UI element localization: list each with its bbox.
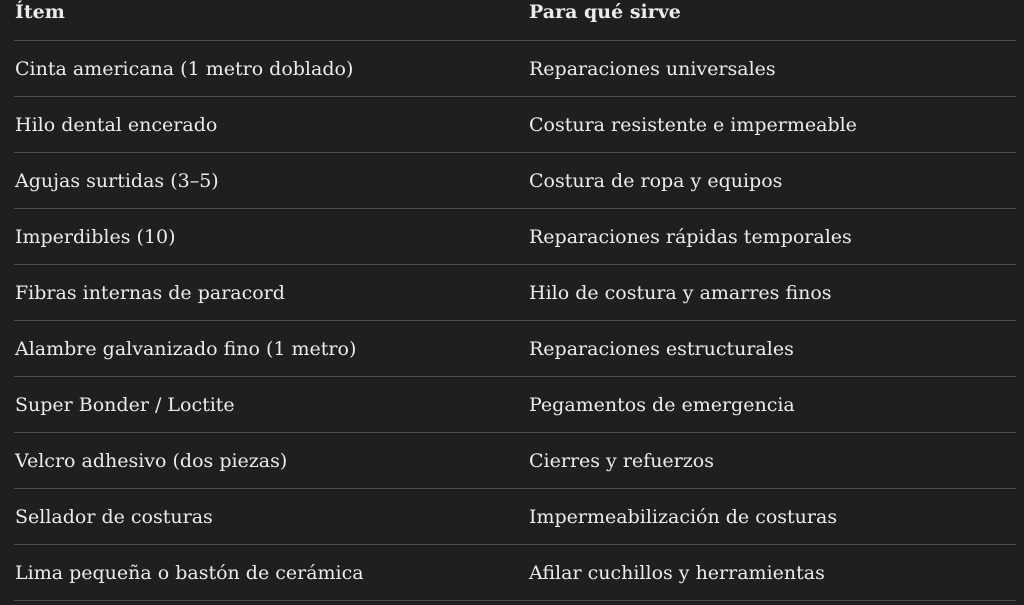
row-use: Reparaciones rápidas temporales — [529, 225, 852, 248]
repair-kit-table — [14, 0, 1016, 601]
row-item: Sellador de costuras — [15, 505, 213, 528]
row-item: Super Bonder / Loctite — [15, 393, 235, 416]
row-use: Costura resistente e impermeable — [529, 113, 857, 136]
row-item: Fibras internas de paracord — [15, 281, 285, 304]
table-row — [14, 153, 1016, 209]
header-item: Ítem — [15, 1, 65, 23]
row-item: Imperdibles (10) — [15, 225, 176, 248]
row-item: Agujas surtidas (3–5) — [15, 169, 219, 192]
row-item: Lima pequeña o bastón de cerámica — [15, 561, 364, 584]
row-item: Hilo dental encerado — [15, 113, 218, 136]
row-use: Impermeabilización de costuras — [529, 505, 838, 528]
row-item: Velcro adhesivo (dos piezas) — [15, 449, 288, 472]
table-row — [14, 433, 1016, 489]
row-use: Hilo de costura y amarres finos — [529, 281, 832, 304]
table-row — [14, 41, 1016, 97]
row-use: Costura de ropa y equipos — [529, 169, 783, 192]
table-row — [14, 97, 1016, 153]
row-item: Alambre galvanizado fino (1 metro) — [15, 337, 357, 360]
row-item: Cinta americana (1 metro doblado) — [15, 57, 354, 80]
row-use: Pegamentos de emergencia — [529, 393, 795, 416]
table-row — [14, 545, 1016, 601]
table-header-row — [14, 0, 1016, 41]
table-row — [14, 265, 1016, 321]
table-row — [14, 489, 1016, 545]
table-row — [14, 209, 1016, 265]
table-row — [14, 321, 1016, 377]
row-use: Cierres y refuerzos — [529, 449, 714, 472]
row-use: Reparaciones universales — [529, 57, 776, 80]
table-row — [14, 377, 1016, 433]
row-use: Afilar cuchillos y herramientas — [529, 561, 825, 584]
header-use: Para qué sirve — [529, 1, 681, 23]
row-use: Reparaciones estructurales — [529, 337, 794, 360]
